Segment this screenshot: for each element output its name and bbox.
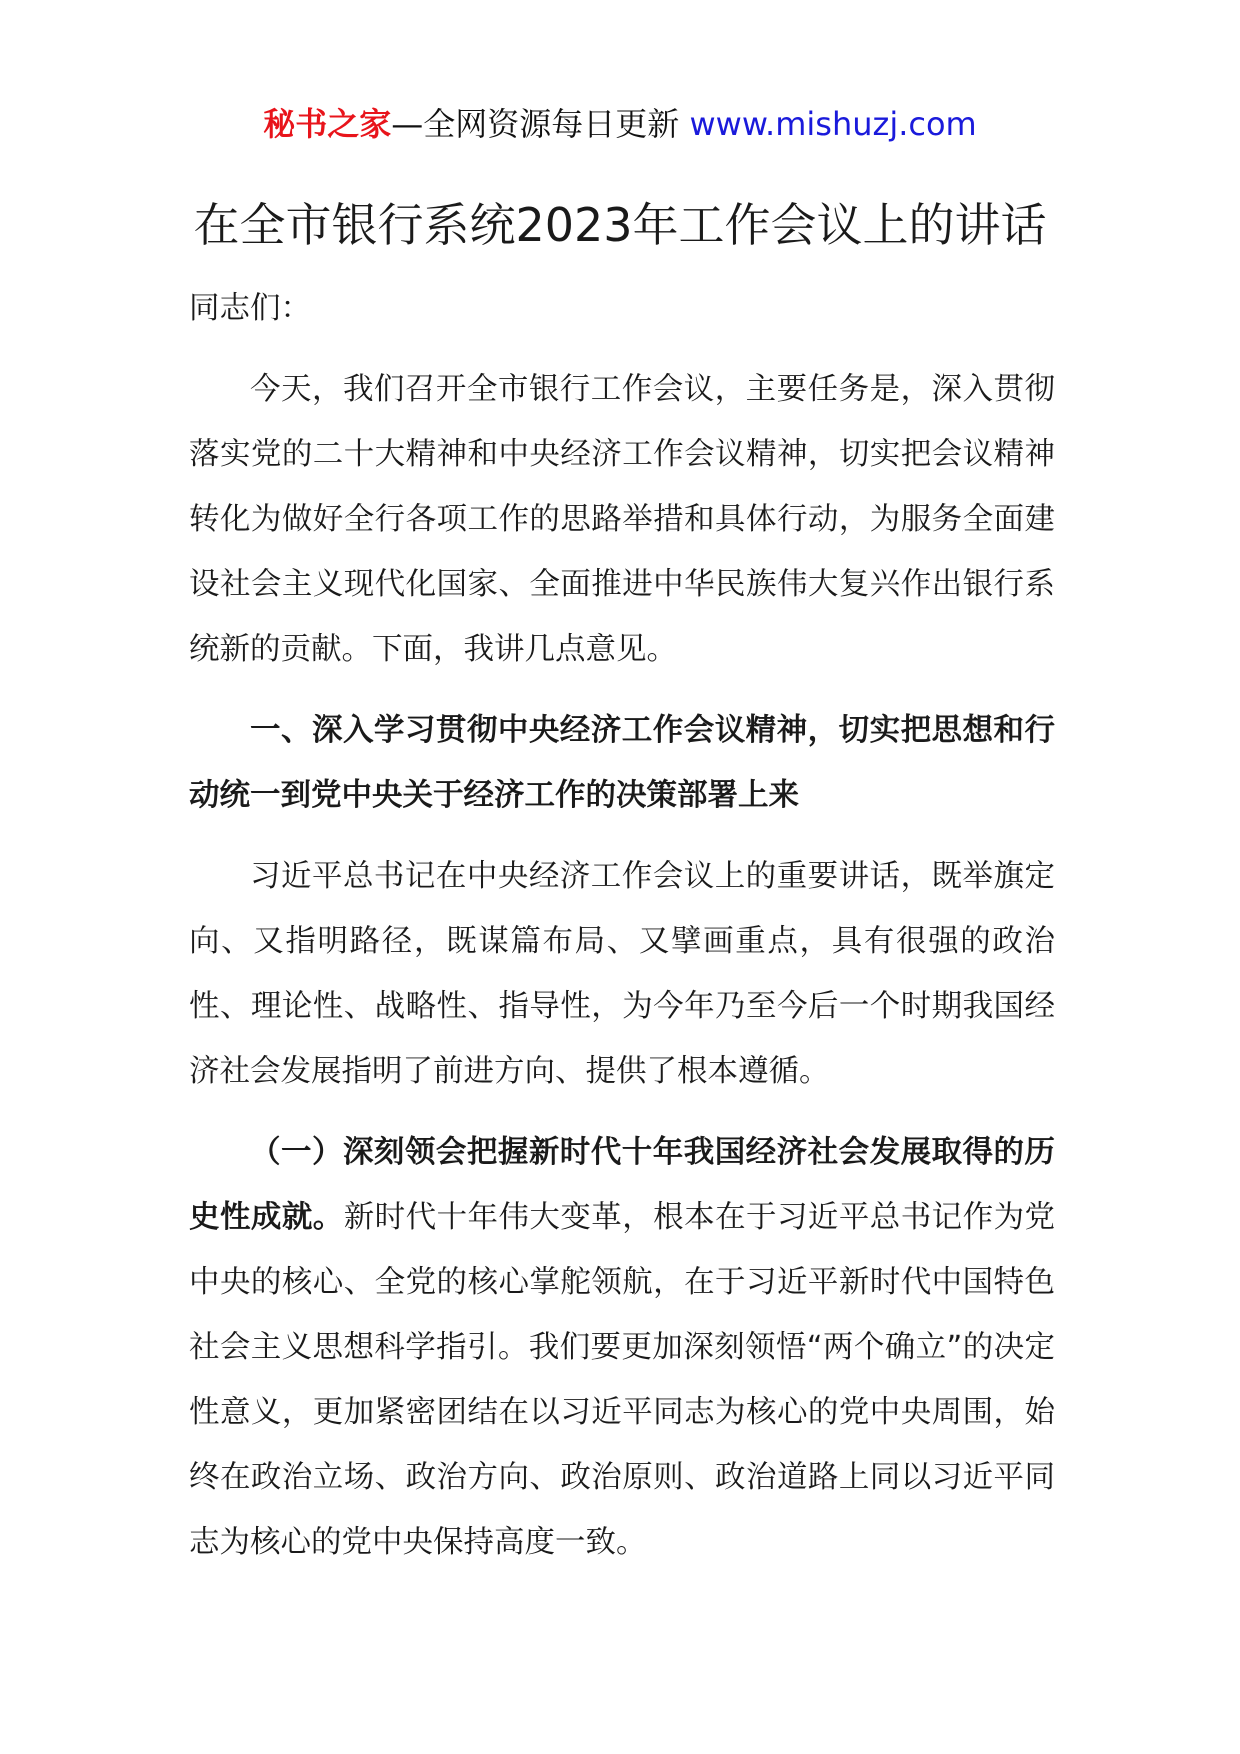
document-title: 在全市银行系统2023年工作会议上的讲话 bbox=[193, 198, 1047, 252]
subsection-body-1: 新时代十年伟大变革，根本在于习近平总书记作为党中央的核心、全党的核心掌舵领航，在于习近平新时代中国特色社会主义思想科学指引。我们要更加深刻领悟“两个确立”的决定性意义，更加紧密团结在以习近平同志为核心的党中央周围，始终在政治立场、政治方向、政治原则、政治道路上同以习近平同志为核心的党中央保持高度一致。 bbox=[189, 1200, 1056, 1560]
site-brand: 秘书之家 bbox=[263, 105, 392, 143]
site-url-link[interactable]: www.mishuzj.com bbox=[689, 105, 977, 143]
paragraph-section-1: 习近平总书记在中央经济工作会议上的重要讲话，既举旗定向、又指明路径，既谋篇布局、又擘画重点，具有很强的政治性、理论性、战略性、指导性，为今年乃至今后一个时期我国经济社会发展指明了前进方向、提供了根本遵循。 bbox=[189, 859, 1055, 1089]
subsection-lead-1: （一）深刻领会把握新时代十年我国经济社会发展取得的历史性成就。 bbox=[189, 1135, 1055, 1235]
document-body bbox=[189, 276, 1055, 1591]
greeting: 同志们： bbox=[189, 291, 311, 326]
paragraph-subsection-1 bbox=[189, 1120, 1055, 1575]
paragraph-intro: 今天，我们召开全市银行工作会议，主要任务是，深入贯彻落实党的二十大精神和中央经济工作会议精神，切实把会议精神转化为做好全行各项工作的思路举措和具体行动，为服务全面建设社会主义现代化国家、全面推进中华民族伟大复兴作出银行系统新的贡献。下面，我讲几点意见。 bbox=[189, 372, 1055, 667]
site-header bbox=[0, 98, 1240, 150]
section-heading-1: 一、深入学习贯彻中央经济工作会议精神，切实把思想和行动统一到党中央关于经济工作的决策部署上来 bbox=[189, 713, 1055, 813]
site-tagline: —全网资源每日更新 bbox=[391, 105, 690, 143]
